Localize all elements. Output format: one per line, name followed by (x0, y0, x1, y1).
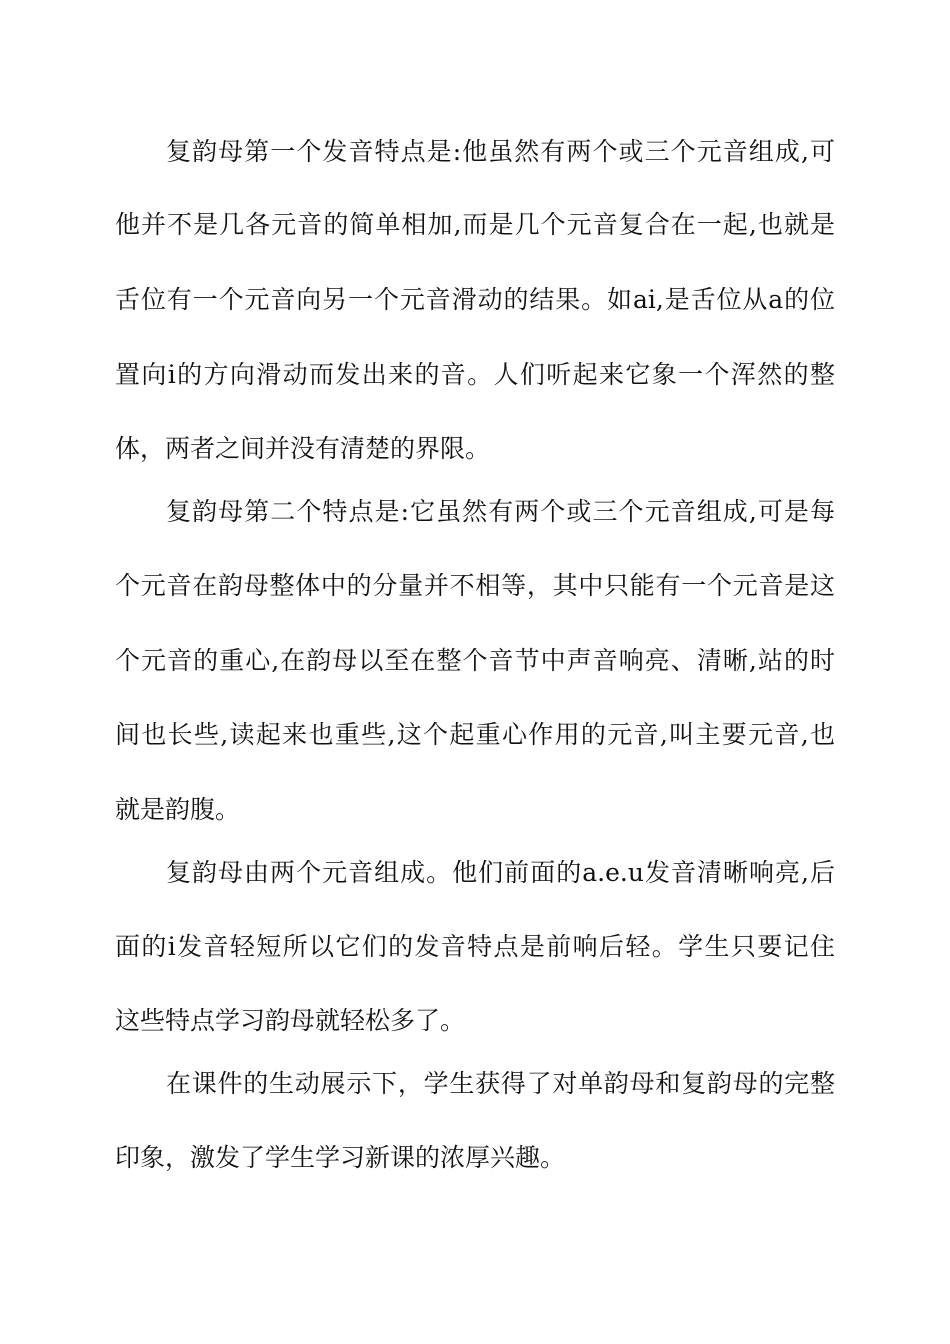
paragraph-1-line-2: 他并不是几各元音的简单相加,而是几个元音复合在一起,也就是 (115, 210, 835, 239)
paragraph-4-line-1: 在课件的生动展示下，学生获得了对单韵母和复韵母的完整 (166, 1069, 835, 1098)
paragraph-1-line-3: 舌位有一个元音向另一个元音滑动的结果。如ai,是舌位从a的位 (115, 285, 835, 314)
paragraph-2-line-1: 复韵母第二个特点是:它虽然有两个或三个元音组成,可是每 (166, 497, 835, 526)
paragraph-4-line-2: 印象，激发了学生学习新课的浓厚兴趣。 (115, 1143, 566, 1172)
paragraph-3-line-2: 面的i发音轻短所以它们的发音特点是前响后轻。学生只要记住 (115, 932, 835, 961)
paragraph-3-line-3: 这些特点学习韵母就轻松多了。 (115, 1006, 466, 1035)
paragraph-3-line-1: 复韵母由两个元音组成。他们前面的a.e.u发音清晰响亮,后 (166, 858, 835, 887)
paragraph-1-line-5: 体，两者之间并没有清楚的界限。 (115, 434, 491, 463)
paragraph-1-line-4: 置向i的方向滑动而发出来的音。人们听起来它象一个浑然的整 (115, 360, 835, 389)
paragraph-2-line-3: 个元音的重心,在韵母以至在整个音节中声音响亮、清晰,站的时 (115, 646, 835, 675)
paragraph-1-line-1: 复韵母第一个发音特点是:他虽然有两个或三个元音组成,可 (166, 137, 835, 166)
paragraph-2-line-4: 间也长些,读起来也重些,这个起重心作用的元音,叫主要元音,也 (115, 720, 835, 749)
paragraph-2-line-2: 个元音在韵母整体中的分量并不相等，其中只能有一个元音是这 (115, 571, 835, 600)
paragraph-2-line-5: 就是韵腹。 (115, 795, 241, 824)
